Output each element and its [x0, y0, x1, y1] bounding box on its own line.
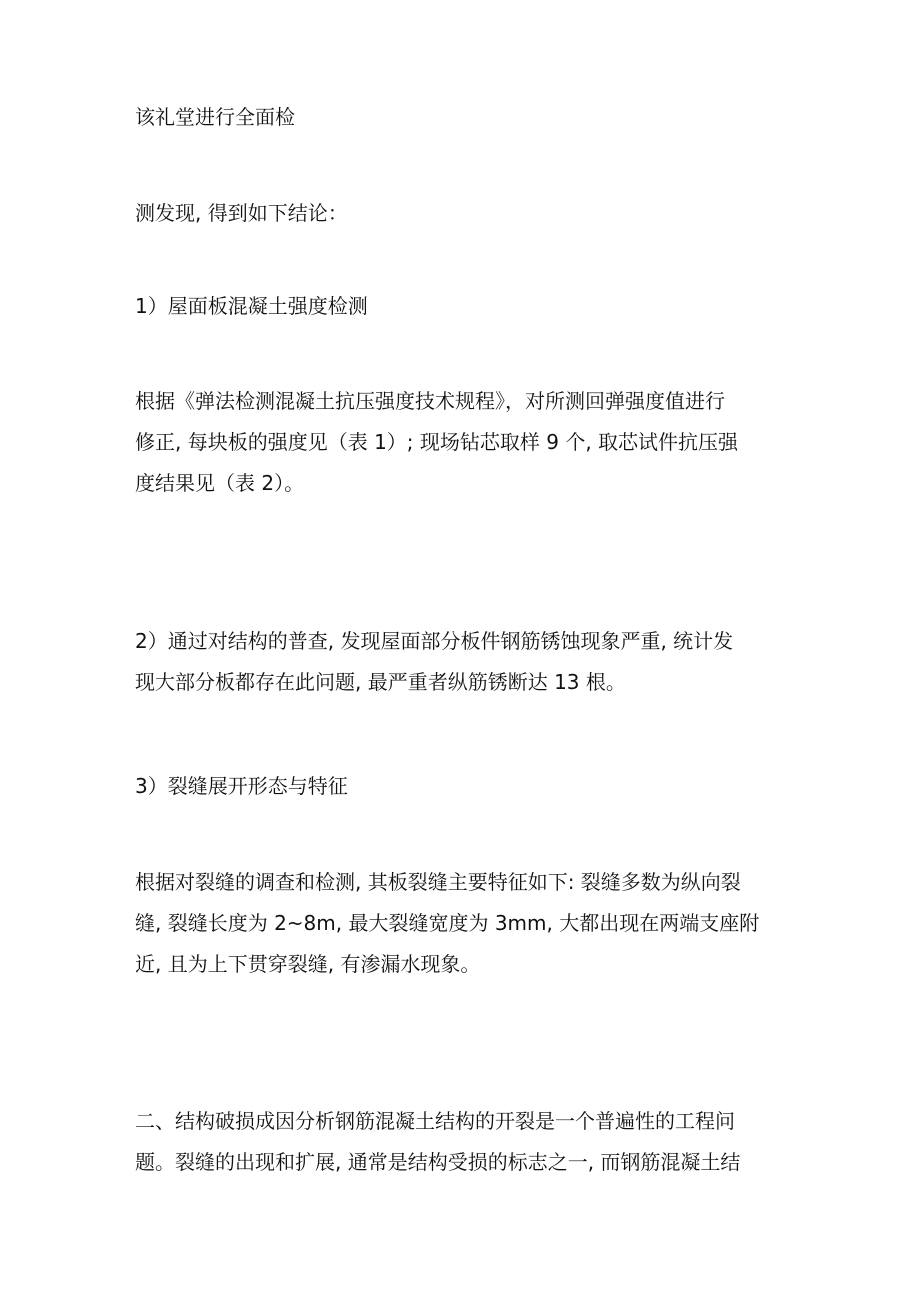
text-line: 二、结构破损成因分析钢筋混凝土结构的开裂是一个普遍性的工程问: [135, 1109, 735, 1133]
text-line: 该礼堂进行全面检: [135, 105, 295, 129]
text-line: 2）通过对结构的普查, 发现屋面部分板件钢筋锈蚀现象严重, 统计发: [135, 629, 734, 653]
text-line: 度结果见（表 2）。: [135, 471, 305, 495]
paragraph-intro-2: [135, 193, 785, 234]
paragraph-cracks: [135, 862, 785, 985]
paragraph-intro-1: [135, 97, 785, 138]
paragraph-corrosion: [135, 621, 785, 703]
text-line: 1）屋面板混凝土强度检测: [135, 294, 368, 318]
text-line: 根据《弹法检测混凝土抗压强度技术规程》，对所测回弹强度值进行: [135, 389, 725, 413]
paragraph-analysis: [135, 1101, 785, 1183]
paragraph-strength: [135, 381, 785, 504]
text-line: 修正, 每块板的强度见（表 1）; 现场钻芯取样 9 个, 取芯试件抗压强: [135, 430, 739, 454]
text-line: 题。裂缝的出现和扩展, 通常是结构受损的标志之一, 而钢筋混凝土结: [135, 1150, 741, 1174]
text-line: 近, 且为上下贯穿裂缝, 有渗漏水现象。: [135, 952, 481, 976]
section-heading-3: [135, 766, 785, 807]
text-line: 根据对裂缝的调查和检测, 其板裂缝主要特征如下: 裂缝多数为纵向裂: [135, 870, 741, 894]
text-line: 现大部分板都存在此问题, 最严重者纵筋锈断达 13 根。: [135, 670, 626, 694]
text-line: 缝, 裂缝长度为 2~8m, 最大裂缝宽度为 3mm, 大都出现在两端支座附: [135, 911, 760, 935]
text-line: 3）裂缝展开形态与特征: [135, 774, 348, 798]
section-heading-1: [135, 286, 785, 327]
text-line: 测发现, 得到如下结论：: [135, 201, 348, 225]
